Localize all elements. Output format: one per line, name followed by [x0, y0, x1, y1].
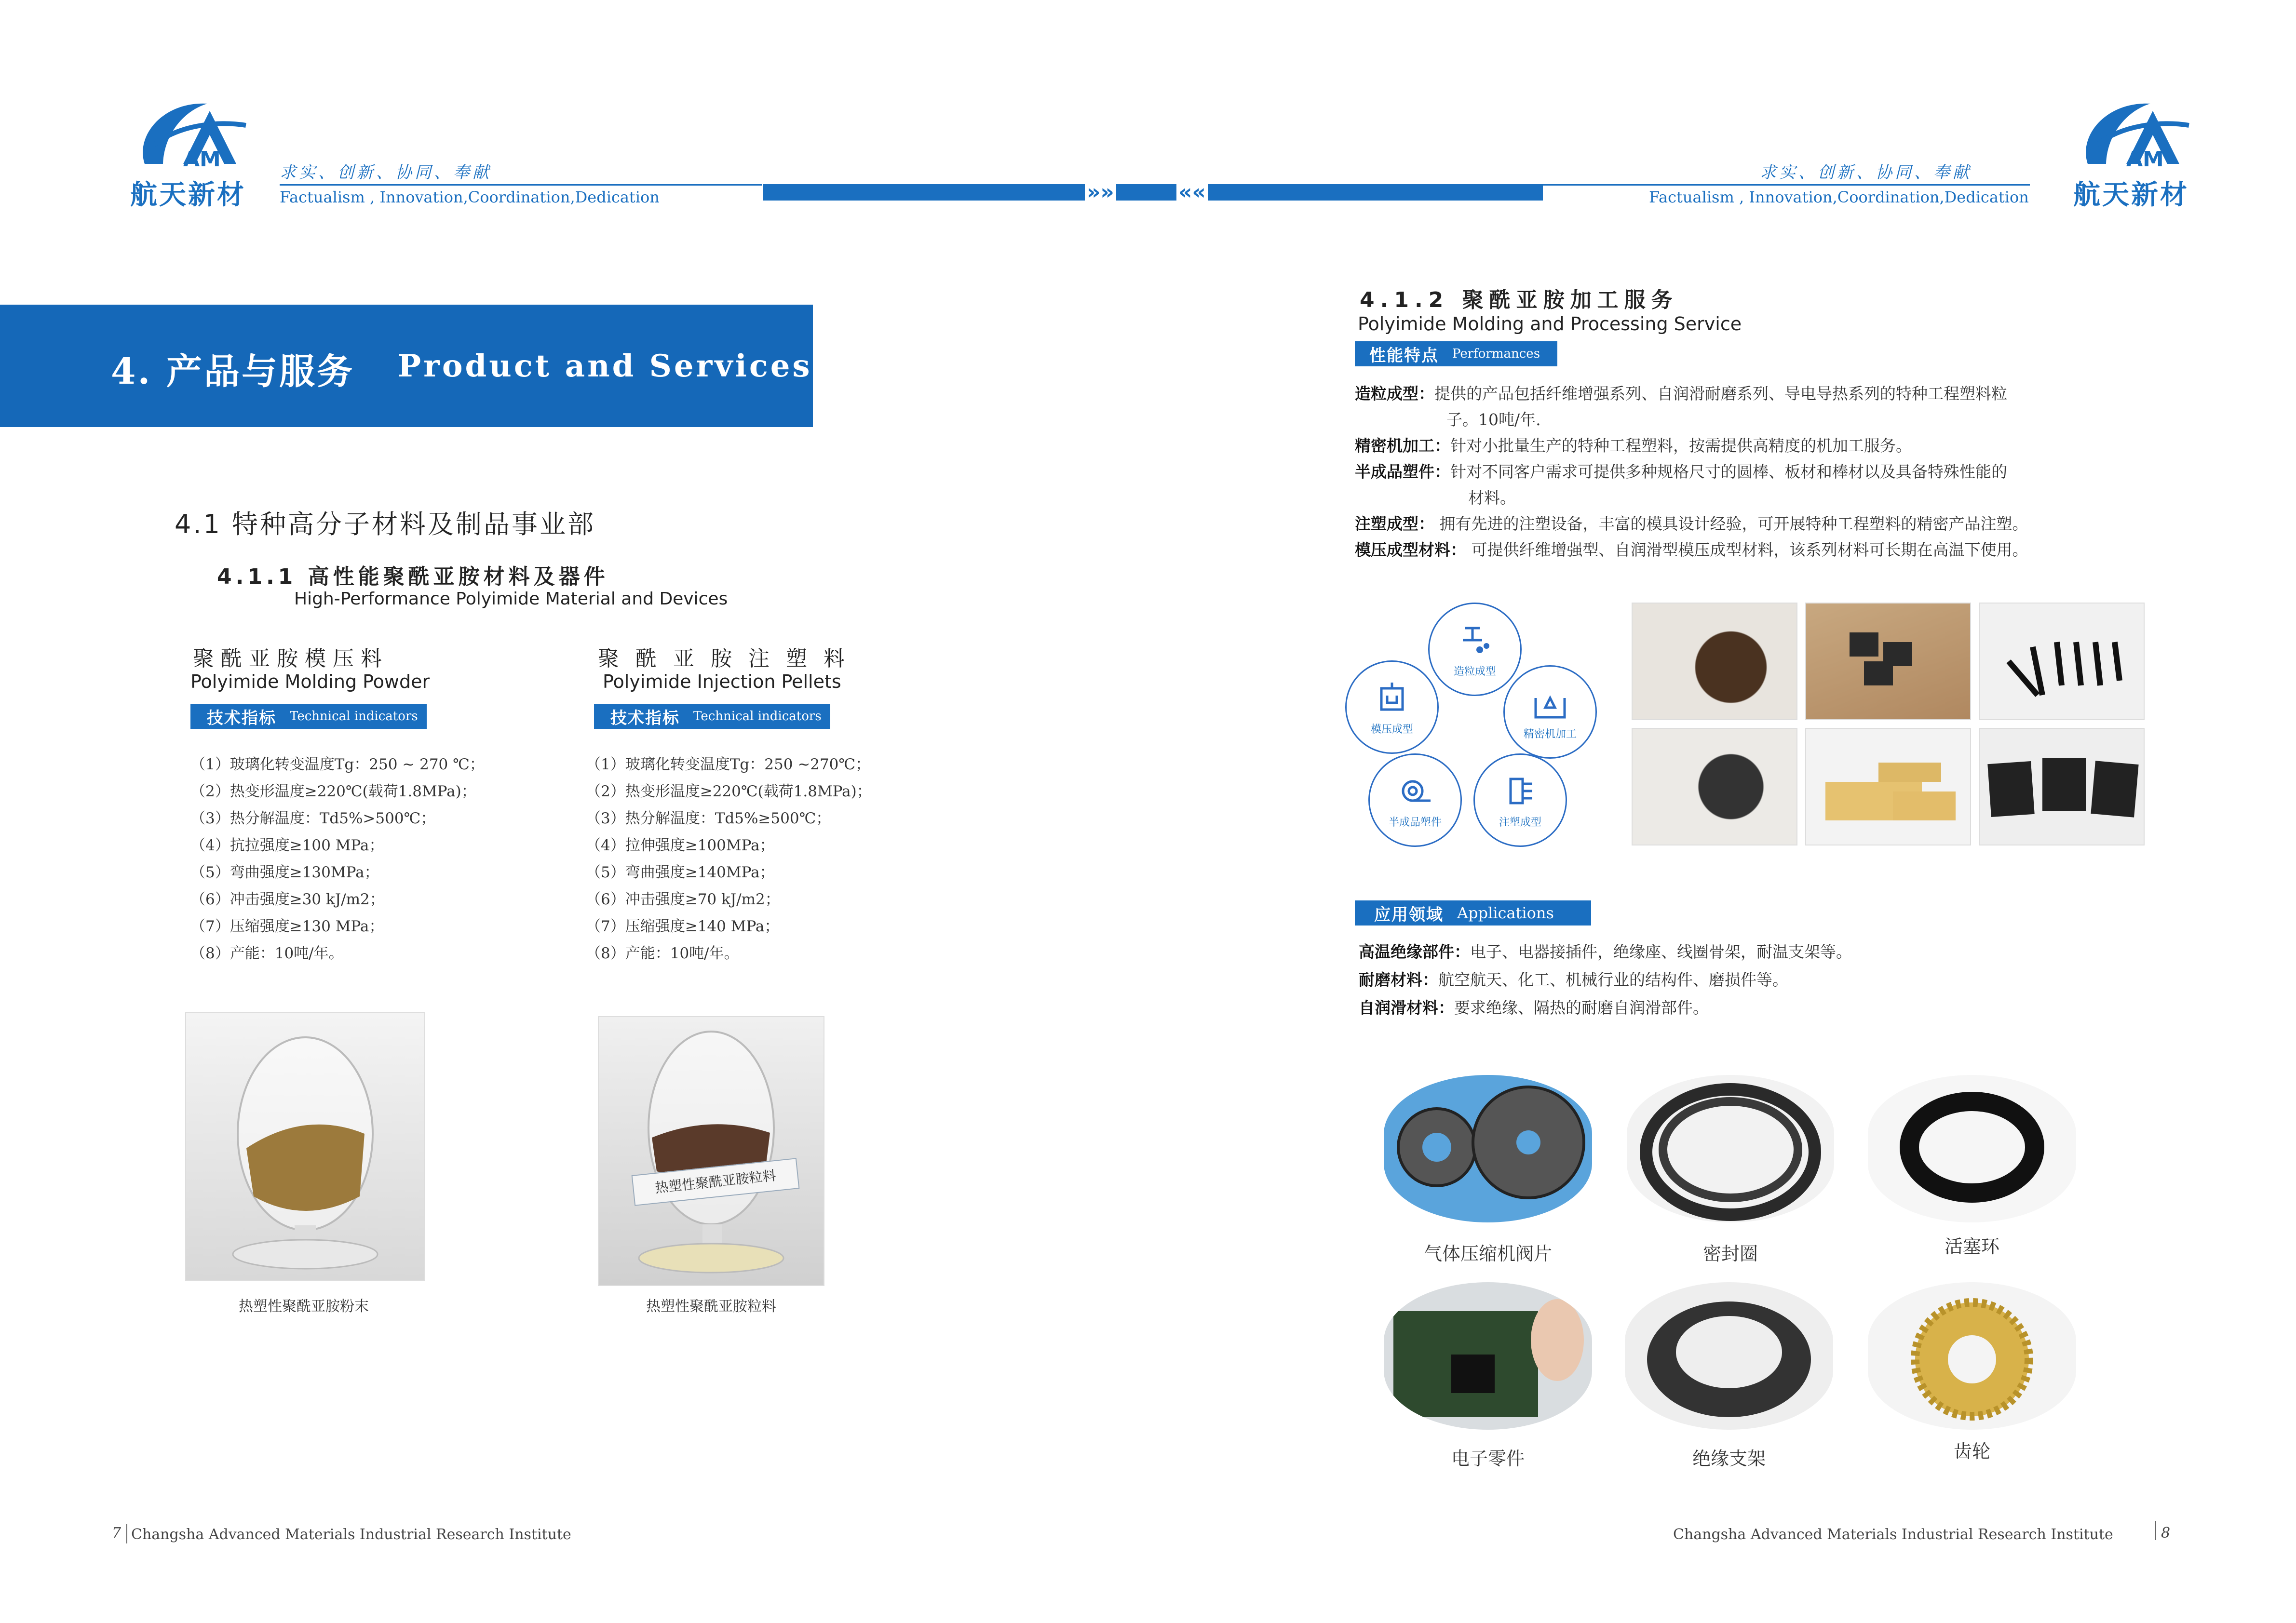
spec-item: （6）冲击强度≥70 kJ/m2；: [586, 891, 780, 908]
applications-tag: [1355, 900, 1591, 926]
spec-item: （5）弯曲强度≥130MPa；: [190, 864, 379, 881]
process-molding: [1345, 660, 1439, 754]
section-title-en: Polyimide Molding and Processing Service: [1358, 313, 1742, 335]
page-number-left: 7: [112, 1525, 122, 1542]
spec-item: （6）冲击强度≥30 kJ/m2；: [190, 891, 385, 908]
header-line-right: [1543, 184, 2030, 186]
material-photo: [1805, 603, 1971, 720]
application-item: 自润滑材料：要求绝缘、隔热的耐磨自润滑部件。: [1359, 998, 1709, 1017]
process-semi-finished: [1368, 753, 1462, 847]
motto-en-right: Factualism , Innovation,Coordination,Dedication: [1649, 188, 2029, 206]
material-photo: [1979, 728, 2145, 845]
tag-label-cn: 应用领域: [1374, 905, 1444, 925]
tag-label-cn: 技术指标: [207, 708, 276, 728]
spec-item: （8）产能：10吨/年。: [190, 945, 344, 962]
product-name-cn: 聚酰亚胺注塑料: [598, 646, 861, 671]
page-number-right: 8: [2161, 1525, 2171, 1542]
header-line-left: [280, 184, 762, 186]
spec-item: （7）压缩强度≥130 MPa；: [190, 918, 384, 935]
process-injection: [1473, 753, 1567, 847]
material-photo: [1979, 603, 2145, 720]
granulation-icon: [1456, 621, 1494, 659]
left-logo: [125, 96, 260, 211]
tag-label-en: Performances: [1452, 347, 1540, 361]
product-name-cn: 聚酰亚胺模压料: [193, 646, 389, 671]
product-name-en: Polyimide Injection Pellets: [603, 671, 841, 692]
injection-pellets-photo: [598, 1016, 824, 1286]
motto-cn-left: 求实、创新、协同、奉献: [280, 163, 492, 182]
gear-photo: [1868, 1282, 2076, 1430]
spec-item: （4）抗拉强度≥100 MPa；: [190, 837, 384, 854]
performance-item: 模压成型材料： 可提供纤维增强型、自润滑型模压成型材料，该系列材料可长期在高温下使用。: [1355, 540, 2028, 559]
application-list: [1359, 938, 2130, 1022]
chevron-right-icon: »»: [1085, 184, 1116, 201]
process-label: 造粒成型: [1453, 665, 1496, 678]
injection-icon: [1501, 772, 1540, 810]
banner-title-cn: 4. 产品与服务: [111, 351, 355, 392]
spec-item: （4）拉伸强度≥100MPa；: [586, 837, 775, 854]
section-title-cn: 4.1.2 聚酰亚胺加工服务: [1360, 288, 1678, 312]
logo-mark: AM: [183, 147, 221, 172]
product-caption: 绝缘支架: [1692, 1448, 1766, 1469]
application-item: 高温绝缘部件：电子、电器接插件，绝缘座、线圈骨架，耐温支架等。: [1359, 942, 1852, 961]
process-machining: [1503, 665, 1597, 759]
product-caption: 齿轮: [1953, 1441, 1990, 1462]
spec-list: [190, 751, 485, 967]
compressor-valve-photo: [1384, 1075, 1592, 1222]
spec-item: （7）压缩强度≥140 MPa；: [586, 918, 780, 935]
performances-tag: [1355, 341, 1557, 366]
product-name-en: Polyimide Molding Powder: [190, 671, 430, 692]
subsection-title-cn: 4.1.1 高性能聚酰亚胺材料及器件: [217, 564, 609, 589]
motto-cn-right: 求实、创新、协同、奉献: [1760, 163, 1972, 182]
molding-powder-photo: [185, 1012, 425, 1281]
product-caption: 电子零件: [1451, 1448, 1525, 1469]
performance-list: [1355, 381, 2174, 563]
footer-divider: [126, 1524, 127, 1543]
section-banner: [0, 305, 813, 427]
logo-name: 航天新材: [2073, 179, 2189, 211]
process-label: 模压成型: [1370, 723, 1413, 736]
chevron-left-icon: ««: [1176, 184, 1208, 201]
machining-icon: [1531, 684, 1569, 722]
tag-label-en: Technical indicators: [290, 709, 418, 724]
insulation-bracket-photo: [1625, 1282, 1833, 1430]
product-caption: 活塞环: [1944, 1236, 1999, 1257]
process-label: 精密机加工: [1523, 728, 1577, 740]
piston-ring-photo: [1868, 1075, 2076, 1222]
spec-list: [586, 751, 872, 967]
tag-label-en: Applications: [1457, 904, 1554, 922]
spec-item: （8）产能：10吨/年。: [586, 945, 739, 962]
tag-label-en: Technical indicators: [693, 709, 822, 724]
molding-icon: [1373, 679, 1411, 717]
spec-item: （1）玻璃化转变温度Tg：250 ~270℃；: [586, 756, 871, 773]
performance-item: 造粒成型：提供的产品包括纤维增强系列、自润滑耐磨系列、导电导热系列的特种工程塑料粒: [1355, 384, 2007, 403]
performance-item: 精密机加工：针对小批量生产的特种工程塑料，按需提供高精度的机加工服务。: [1355, 436, 1912, 455]
material-photo: [1805, 728, 1971, 845]
electronic-parts-photo: [1384, 1282, 1592, 1430]
spec-item: （3）热分解温度：Td5%≥500℃；: [586, 810, 831, 827]
tag-label-cn: 技术指标: [610, 708, 680, 728]
performance-item-cont: 材料。: [1468, 488, 1516, 507]
right-logo: [2068, 96, 2203, 211]
performance-item-cont: 子。10吨/年.: [1446, 410, 1541, 429]
spec-item: （1）玻璃化转变温度Tg：250 ~ 270 ℃；: [190, 756, 485, 773]
performance-item: 半成品塑件：针对不同客户需求可提供多种规格尺寸的圆棒、板材和棒材以及具备特殊性能的: [1355, 462, 2007, 481]
tag-label-cn: 性能特点: [1369, 346, 1439, 365]
material-photo: [1632, 728, 1797, 845]
header-bar: [763, 184, 1543, 201]
spec-item: （3）热分解温度：Td5%>500℃；: [190, 810, 436, 827]
bottle-label: 热塑性聚酰亚胺粒料: [632, 1158, 800, 1206]
footer-institute-right: Changsha Advanced Materials Industrial Research Institute: [1673, 1526, 2113, 1543]
performance-item: 注塑成型： 拥有先进的注塑设备，丰富的模具设计经验，可开展特种工程塑料的精密产品注塑。: [1355, 514, 2028, 533]
subsection-title-en: High-Performance Polyimide Material and Devices: [294, 589, 728, 609]
seal-ring-photo: [1627, 1075, 1834, 1222]
section-title: 4.1 特种高分子材料及制品事业部: [175, 509, 596, 539]
process-granulation: [1428, 603, 1522, 696]
product-caption: 密封圈: [1702, 1243, 1758, 1264]
tech-indicators-tag: [594, 704, 830, 729]
material-photo: [1632, 603, 1797, 720]
footer-divider: [2155, 1521, 2156, 1540]
spec-item: （2）热变形温度≥220℃(载荷1.8MPa)；: [190, 783, 476, 800]
photo-caption: 热塑性聚酰亚胺粒料: [646, 1298, 776, 1315]
logo-mark: AM: [2126, 147, 2164, 172]
photo-caption: 热塑性聚酰亚胺粉末: [239, 1298, 369, 1315]
banner-title-en: Product and Services: [398, 348, 812, 384]
spec-item: （5）弯曲强度≥140MPa；: [586, 864, 775, 881]
tech-indicators-tag: [190, 704, 427, 729]
process-label: 注塑成型: [1499, 816, 1541, 829]
application-item: 耐磨材料：航空航天、化工、机械行业的结构件、磨损件等。: [1359, 970, 1788, 989]
product-caption: 气体压缩机阀片: [1423, 1243, 1552, 1264]
footer-institute-left: Changsha Advanced Materials Industrial Research Institute: [131, 1526, 571, 1543]
motto-en-left: Factualism , Innovation,Coordination,Dedication: [280, 188, 660, 206]
semi-finished-icon: [1396, 772, 1434, 810]
process-label: 半成品塑件: [1388, 816, 1442, 829]
logo-name: 航天新材: [130, 179, 246, 211]
spec-item: （2）热变形温度≥220℃(载荷1.8MPa)；: [586, 783, 872, 800]
